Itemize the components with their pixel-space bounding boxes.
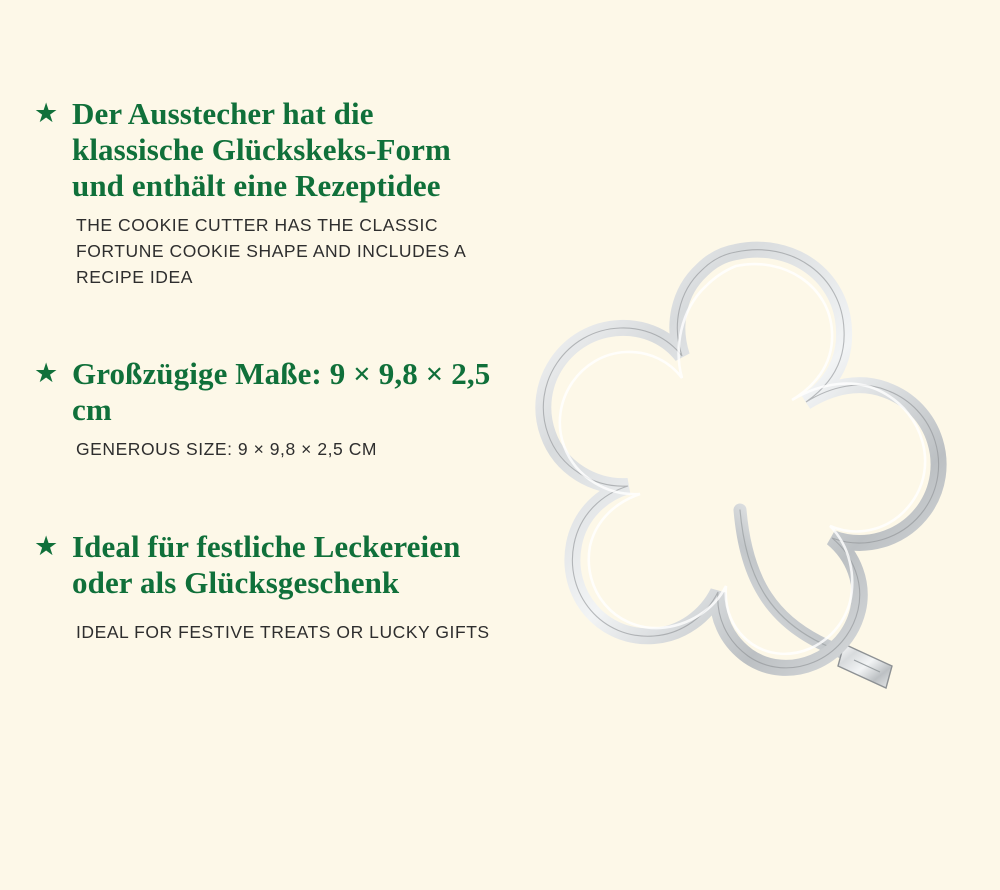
feature-subline: GENEROUS SIZE: 9 × 9,8 × 2,5 CM xyxy=(76,439,378,459)
feature-headline: Großzügige Maße: 9 × 9,8 × 2,5 cm xyxy=(72,356,491,427)
feature-headline: Ideal für festliche Leckereien oder als Glücksgeschenk xyxy=(72,529,461,600)
four-leaf-clover-cookie-cutter-image xyxy=(430,170,990,750)
star-icon: ★ xyxy=(34,98,59,128)
feature-subline: THE COOKIE CUTTER HAS THE CLASSIC FORTUNE COOKIE SHAPE AND INCLUDES A RECIPE IDEA xyxy=(76,215,466,287)
feature-subline: IDEAL FOR FESTIVE TREATS OR LUCKY GIFTS xyxy=(76,622,490,642)
feature-headline: Der Ausstecher hat die klassische Glückskeks-Form und enthält eine Rezeptidee xyxy=(72,96,451,203)
star-icon: ★ xyxy=(34,358,59,388)
star-icon: ★ xyxy=(34,531,59,561)
